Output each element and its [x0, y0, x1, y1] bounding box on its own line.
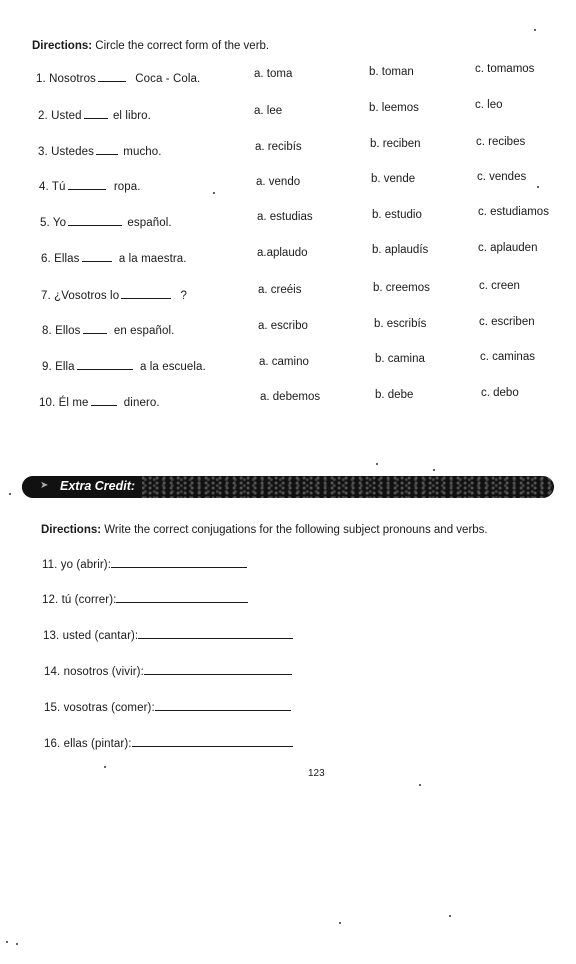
scan-speck	[376, 463, 378, 465]
scan-speck	[449, 915, 451, 917]
conjugation-item-12	[42, 592, 248, 606]
option-c[interactable]: c. leo	[475, 99, 503, 111]
scan-speck	[534, 29, 536, 31]
conjugation-item-14	[44, 664, 292, 678]
option-a[interactable]: a. creéis	[258, 284, 302, 296]
directions-1	[32, 40, 269, 52]
question-text-before: Nosotros	[49, 73, 96, 85]
directions-2-label: Directions:	[41, 524, 102, 536]
option-c[interactable]: c. creen	[479, 280, 520, 292]
question-number: 3.	[38, 146, 48, 158]
scan-speck	[433, 469, 435, 471]
question-6	[41, 251, 187, 265]
option-a[interactable]: a. lee	[254, 105, 283, 117]
conjugation-label: 11. yo (abrir):	[42, 559, 112, 571]
conjugation-item-11	[42, 557, 247, 571]
option-a[interactable]: a. debemos	[260, 391, 321, 403]
question-text-before: Usted	[51, 110, 82, 122]
answer-blank	[91, 395, 117, 406]
question-8	[42, 323, 174, 337]
question-text-before: Ustedes	[51, 146, 94, 158]
answer-blank	[98, 71, 126, 82]
option-c[interactable]: c. escriben	[479, 316, 535, 328]
conjugation-label: 15. vosotras (comer):	[44, 702, 155, 714]
scan-speck	[9, 493, 11, 495]
option-c[interactable]: c. tomamos	[475, 63, 535, 75]
question-10	[39, 395, 160, 409]
answer-line[interactable]	[116, 592, 248, 603]
option-b[interactable]: b. escribís	[374, 318, 427, 330]
conjugation-item-16	[44, 736, 293, 750]
option-b[interactable]: b. estudio	[372, 209, 422, 221]
question-number: 8.	[42, 325, 52, 337]
question-text-after: mucho.	[123, 146, 162, 158]
option-a[interactable]: a. escribo	[258, 320, 308, 332]
conjugation-label: 16. ellas (pintar):	[44, 738, 132, 750]
page-number: 123	[308, 768, 325, 779]
question-text-after: a la escuela.	[139, 361, 206, 373]
answer-blank	[77, 359, 133, 370]
question-number: 6.	[41, 253, 51, 265]
option-b[interactable]: b. aplaudís	[372, 244, 429, 256]
conjugation-item-15	[44, 700, 291, 714]
question-number: 10.	[39, 397, 56, 409]
answer-blank	[96, 144, 118, 155]
directions-2	[41, 524, 488, 536]
scan-speck	[537, 186, 539, 188]
question-text-before: Ellas	[54, 253, 80, 265]
option-a[interactable]: a. estudias	[257, 211, 313, 223]
question-text-after: en español.	[113, 325, 175, 337]
question-text-before: Ella	[55, 361, 75, 373]
answer-blank	[121, 288, 171, 299]
question-text-after: ropa.	[113, 181, 141, 193]
answer-blank	[84, 108, 108, 119]
question-text-after: el libro.	[112, 110, 151, 122]
directions-1-label: Directions:	[32, 40, 93, 52]
scan-speck	[104, 766, 106, 768]
answer-blank	[68, 179, 106, 190]
question-7	[41, 288, 187, 302]
option-b[interactable]: b. reciben	[370, 138, 421, 150]
option-a[interactable]: a. vendo	[256, 176, 301, 188]
conjugation-item-13	[43, 628, 293, 642]
question-text-after: a la maestra.	[118, 253, 187, 265]
scan-speck	[6, 941, 8, 943]
answer-line[interactable]	[155, 700, 291, 711]
question-text-before: Yo	[52, 217, 67, 229]
question-number: 1.	[36, 73, 46, 85]
scan-speck	[16, 943, 18, 945]
question-4	[39, 179, 141, 193]
answer-line[interactable]	[138, 628, 293, 639]
option-c[interactable]: c. vendes	[477, 171, 527, 183]
directions-2-text: Write the correct conjugations for the following subject pronouns and verbs.	[104, 524, 488, 536]
option-a[interactable]: a. camino	[259, 356, 309, 368]
answer-blank	[83, 323, 107, 334]
banner-arrow-icon: ➤	[40, 480, 49, 491]
option-c[interactable]: c. recibes	[476, 136, 526, 148]
option-b[interactable]: b. creemos	[373, 282, 430, 294]
question-number: 2.	[38, 110, 48, 122]
option-c[interactable]: c. debo	[481, 387, 519, 399]
option-c[interactable]: c. aplauden	[478, 242, 538, 254]
conjugation-label: 13. usted (cantar):	[43, 630, 139, 642]
question-text-before: Tú	[51, 181, 66, 193]
question-text-after: español.	[127, 217, 172, 229]
question-1	[36, 71, 200, 85]
option-c[interactable]: c. caminas	[480, 351, 535, 363]
option-b[interactable]: b. vende	[371, 173, 416, 185]
answer-line[interactable]	[144, 664, 292, 675]
answer-line[interactable]	[132, 736, 293, 747]
question-2	[38, 108, 151, 122]
question-text-after: ?	[180, 290, 188, 302]
conjugation-label: 14. nosotros (vivir):	[44, 666, 144, 678]
question-5	[40, 215, 172, 229]
question-text-before: ¿Vosotros lo	[54, 290, 120, 302]
scan-speck	[339, 922, 341, 924]
directions-1-text: Circle the correct form of the verb.	[95, 40, 270, 52]
scan-speck	[213, 192, 215, 194]
option-b[interactable]: b. toman	[369, 66, 414, 78]
question-number: 7.	[41, 290, 51, 302]
answer-blank	[82, 251, 112, 262]
option-a[interactable]: a. toma	[254, 68, 293, 80]
extra-credit-label: Extra Credit:	[60, 479, 136, 493]
answer-line[interactable]	[111, 557, 247, 568]
option-a[interactable]: a. recibís	[255, 141, 302, 153]
scan-speck	[419, 784, 421, 786]
question-text-after: Coca - Cola.	[135, 73, 201, 85]
option-b[interactable]: b. leemos	[369, 102, 419, 114]
option-b[interactable]: b. debe	[375, 389, 414, 401]
question-text-before: Él me	[58, 397, 89, 409]
conjugation-label: 12. tú (correr):	[42, 594, 117, 606]
question-9	[42, 359, 206, 373]
option-c[interactable]: c. estudiamos	[478, 206, 549, 218]
question-number: 5.	[40, 217, 50, 229]
option-a[interactable]: a.aplaudo	[257, 247, 308, 259]
question-number: 9.	[42, 361, 52, 373]
extra-credit-banner	[22, 476, 554, 498]
question-text-after: dinero.	[123, 397, 160, 409]
question-number: 4.	[39, 181, 49, 193]
question-3	[38, 144, 162, 158]
answer-blank	[68, 215, 122, 226]
option-b[interactable]: b. camina	[375, 353, 425, 365]
question-text-before: Ellos	[55, 325, 81, 337]
